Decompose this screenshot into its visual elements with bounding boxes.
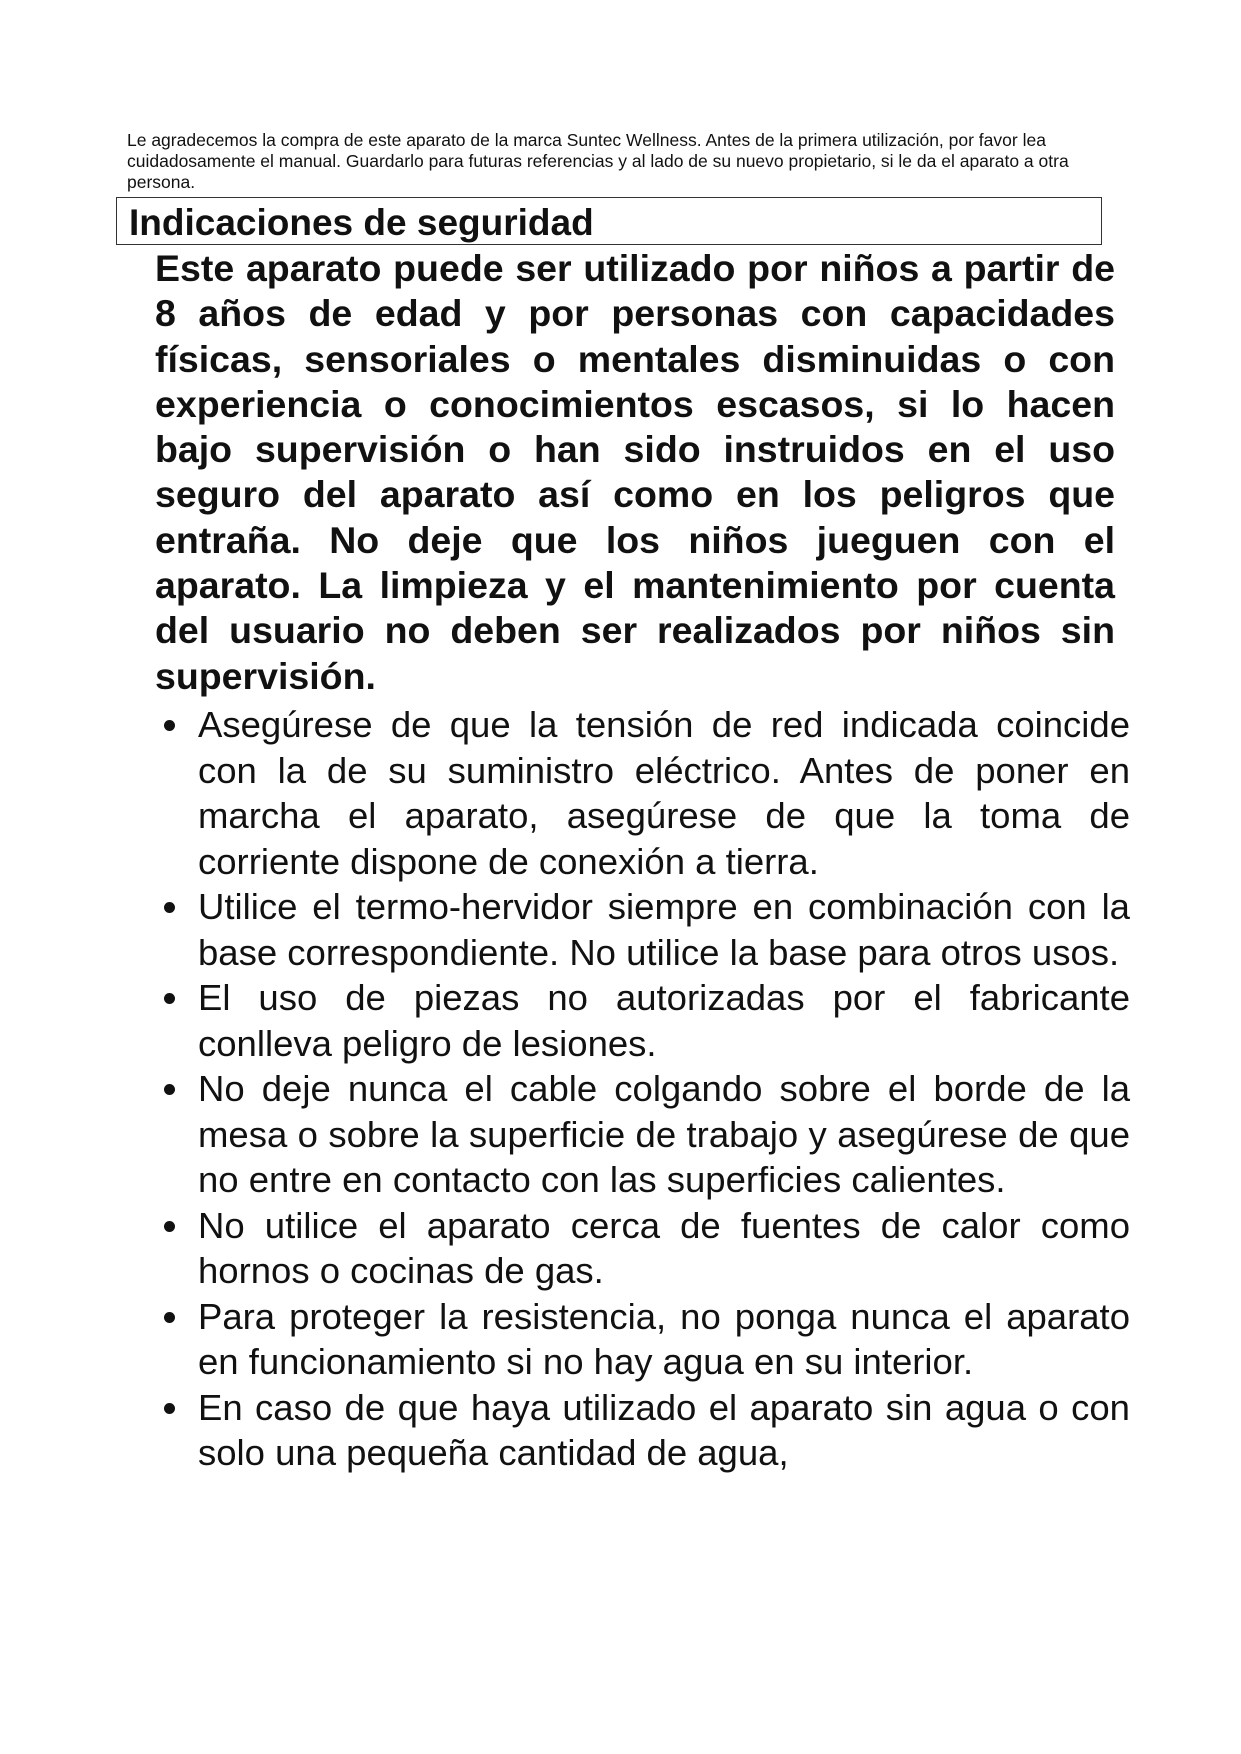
list-item-text: El uso de piezas no autorizadas por el fabricante conlleva peligro de lesiones. xyxy=(198,977,1130,1064)
bullet-icon xyxy=(164,720,175,731)
list-item xyxy=(160,1385,1130,1476)
intro-paragraph: Le agradecemos la compra de este aparato de la marca Suntec Wellness. Antes de la primera utilización, por favor lea cuidadosamente el manual. Guardarlo para futuras referencias y al lado de su nuevo propietario, si le da el aparato a otra persona. xyxy=(127,130,1069,192)
list-item-text: No utilice el aparato cerca de fuentes de calor como hornos o cocinas de gas. xyxy=(198,1204,1130,1291)
list-item xyxy=(160,1066,1130,1203)
list-item-text: Para proteger la resistencia, no ponga nunca el aparato en funcionamiento si no hay agua en su interior. xyxy=(198,1295,1130,1382)
bullet-icon xyxy=(164,902,175,913)
safety-list xyxy=(160,702,1130,1476)
section-title: Indicaciones de seguridad xyxy=(129,202,594,243)
list-item xyxy=(160,975,1130,1066)
list-item xyxy=(160,1203,1130,1294)
bullet-icon xyxy=(164,1312,175,1323)
bullet-icon xyxy=(164,1403,175,1414)
list-item xyxy=(160,884,1130,975)
list-item xyxy=(160,1294,1130,1385)
list-item-text: No deje nunca el cable colgando sobre el borde de la mesa o sobre la superficie de trabajo y asegúrese de que no entre en contacto con las superficies calientes. xyxy=(198,1068,1130,1200)
bullet-icon xyxy=(164,993,175,1004)
bullet-icon xyxy=(164,1221,175,1232)
list-item-text: En caso de que haya utilizado el aparato sin agua o con solo una pequeña cantidad de agua, xyxy=(198,1386,1130,1473)
list-item-text: Utilice el termo-hervidor siempre en combinación con la base correspondiente. No utilice la base para otros usos. xyxy=(198,886,1130,973)
warning-paragraph: Este aparato puede ser utilizado por niños a partir de 8 años de edad y por personas con capacidades físicas, sensoriales o mentales disminuidas o con experiencia o conocimientos escasos, si lo hacen bajo supervisión o han sido instruidos en el uso seguro del aparato así como en los peligros que entraña. No deje que los niños jueguen con el aparato. La limpieza y el mantenimiento por cuenta del usuario no deben ser realizados por niños sin supervisión. xyxy=(155,247,1115,697)
bullet-icon xyxy=(164,1084,175,1095)
list-item-text: Asegúrese de que la tensión de red indicada coincide con la de su suministro eléctrico. Antes de poner en marcha el aparato, asegúrese de que la toma de corriente dispone de conexión a tierra. xyxy=(198,704,1130,882)
section-heading-box xyxy=(116,197,1102,245)
list-item xyxy=(160,702,1130,884)
